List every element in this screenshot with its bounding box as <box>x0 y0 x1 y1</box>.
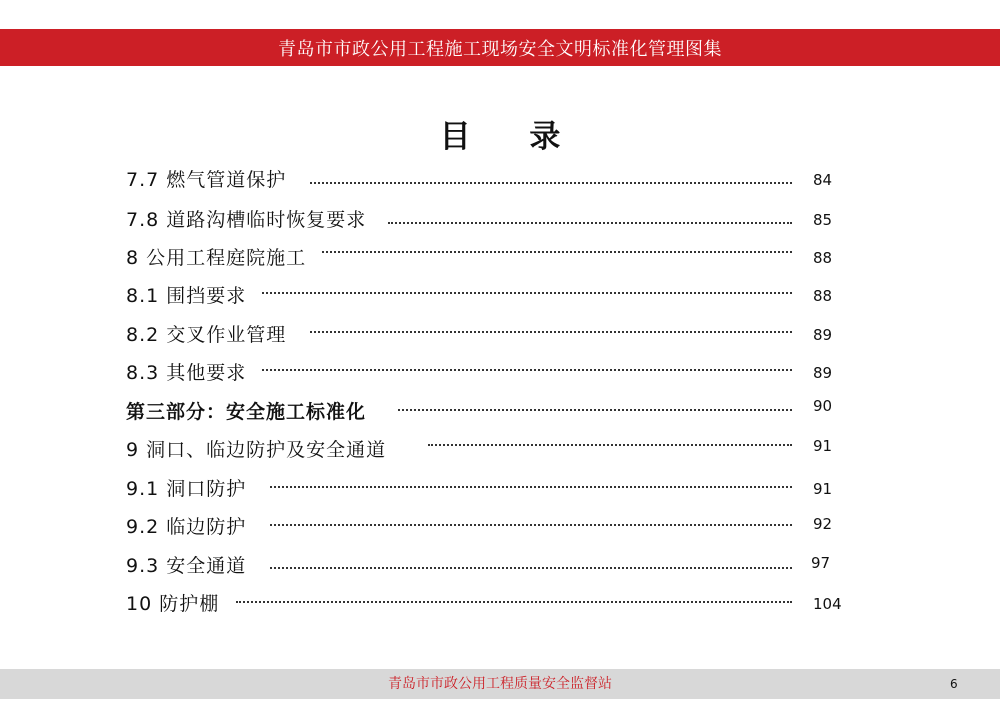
footer-band <box>0 669 1000 699</box>
footer-page-number: 6 <box>950 677 958 691</box>
toc-entry-page: 90 <box>813 397 833 415</box>
toc-entry-page: 84 <box>813 171 833 189</box>
toc-entry-title: 9 洞口、临边防护及安全通道 <box>126 439 387 461</box>
toc-entry-page: 91 <box>813 437 833 455</box>
toc-entry-title: 9.3 安全通道 <box>126 555 247 577</box>
footer-organization: 青岛市市政公用工程质量安全监督站 <box>388 676 612 692</box>
toc-entry-title: 8.3 其他要求 <box>126 362 247 384</box>
toc-entry-page: 92 <box>813 515 833 533</box>
toc-entry[interactable] <box>0 208 1000 232</box>
toc-entry-page: 89 <box>813 364 833 382</box>
toc-entry-title: 7.7 燃气管道保护 <box>126 169 287 191</box>
toc-leader-dots <box>236 601 792 603</box>
toc-entry-page: 89 <box>813 326 833 344</box>
toc-entry-page: 88 <box>813 249 833 267</box>
toc-entry-page: 97 <box>811 554 831 572</box>
toc-entry[interactable] <box>0 515 1000 539</box>
toc-entry[interactable] <box>0 592 1000 616</box>
toc-entry[interactable] <box>0 361 1000 385</box>
toc-entry[interactable] <box>0 438 1000 462</box>
toc-leader-dots <box>428 444 792 446</box>
toc-leader-dots <box>270 486 792 488</box>
toc-entry[interactable] <box>0 477 1000 501</box>
page-title: 目 录 <box>439 119 585 155</box>
toc-leader-dots <box>322 251 792 253</box>
toc-entry[interactable] <box>0 284 1000 308</box>
toc-entry-title: 9.2 临边防护 <box>126 516 247 538</box>
toc-leader-dots <box>388 222 792 224</box>
toc-entry-title: 8 公用工程庭院施工 <box>126 247 307 269</box>
toc-entry-title: 9.1 洞口防护 <box>126 478 247 500</box>
toc-entry-title: 8.2 交叉作业管理 <box>126 324 287 346</box>
toc-entry[interactable] <box>0 323 1000 347</box>
toc-entry[interactable] <box>0 168 1000 192</box>
toc-leader-dots <box>270 524 792 526</box>
toc-entry-title: 第三部分：安全施工标准化 <box>126 401 367 423</box>
toc-entry-title: 10 防护棚 <box>126 593 220 615</box>
toc-leader-dots <box>262 292 792 294</box>
toc-entry-title: 7.8 道路沟槽临时恢复要求 <box>126 209 367 231</box>
toc-leader-dots <box>262 369 792 371</box>
toc-entry[interactable] <box>0 397 1000 424</box>
header-band <box>0 29 1000 66</box>
toc-leader-dots <box>398 409 792 411</box>
toc-leader-dots <box>270 567 792 569</box>
toc-entry[interactable] <box>0 246 1000 270</box>
toc-entry-page: 85 <box>813 211 833 229</box>
toc-entry-page: 88 <box>813 287 833 305</box>
toc-leader-dots <box>310 331 792 333</box>
toc-entry[interactable] <box>0 554 1000 578</box>
toc-entry-page: 104 <box>813 595 842 613</box>
toc-entry-title: 8.1 围挡要求 <box>126 285 247 307</box>
toc-leader-dots <box>310 182 792 184</box>
toc-entry-page: 91 <box>813 480 833 498</box>
header-title: 青岛市市政公用工程施工现场安全文明标准化管理图集 <box>278 38 722 60</box>
